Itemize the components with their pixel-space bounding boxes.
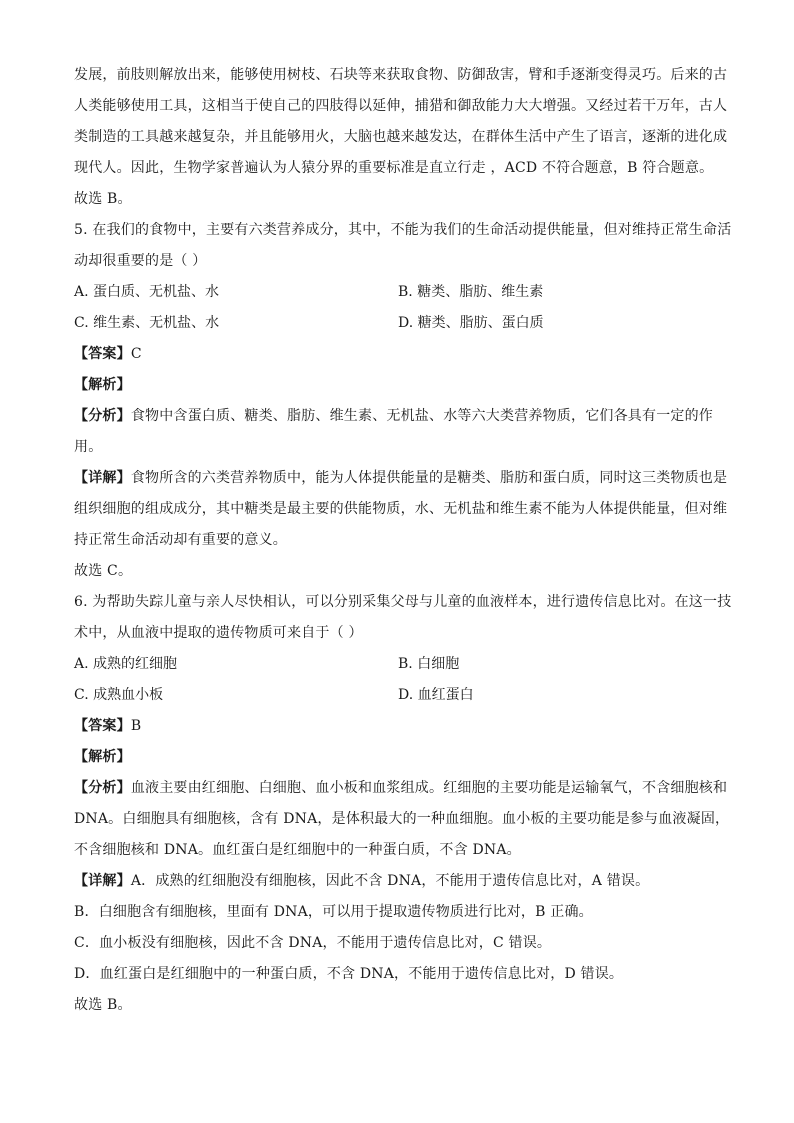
q6-option-a: A. 成熟的红细胞: [74, 656, 178, 672]
q6-options-row-2: [74, 680, 724, 711]
q6-fenxi-line-2: DNA。白细胞具有细胞核，含有 DNA，是体积最大的一种血细胞。血小板的主要功能是参与血液凝固，: [74, 811, 730, 827]
q5-conclusion: 故选 C。: [74, 563, 133, 579]
q6-xiangjie-line-4: D．血红蛋白是红细胞中的一种蛋白质，不含 DNA，不能用于遗传信息比对，D 错误。: [74, 966, 624, 982]
q6-xiangjie-line-3: C．血小板没有细胞核，因此不含 DNA，不能用于遗传信息比对，C 错误。: [74, 935, 552, 951]
q5-fenxi-line-2: 用。: [74, 439, 103, 455]
q6-option-d: D. 血红蛋白: [398, 687, 474, 703]
q5-options-row-2: [74, 308, 724, 339]
q5-xiangjie-line-1: [74, 463, 728, 494]
q5-fenxi-text-1: 食物中含蛋白质、糖类、脂肪、维生素、无机盐、水等六大类营养物质，它们各具有一定的作: [130, 408, 714, 424]
intro-line-2: 人类能够使用工具，这相当于使自己的四肢得以延伸，捕猎和御敌能力大大增强。又经过若干万年，古人: [74, 98, 728, 114]
q6-fenxi-line-3: 不含细胞核和 DNA。血红蛋白是红细胞中的一种蛋白质，不含 DNA。: [74, 842, 521, 858]
q6-stem-line-1: 6. 为帮助失踪儿童与亲人尽快相认，可以分别采集父母与儿童的血液样本，进行遗传信息比对。在这一技: [74, 594, 732, 610]
q5-xiangjie-line-3: 持正常生命活动却有重要的意义。: [74, 532, 287, 548]
q6-fenxi-text-1: 血液主要由红细胞、白细胞、血小板和血浆组成。红细胞的主要功能是运输氧气，不含细胞核和: [130, 780, 728, 796]
document-page: [74, 60, 732, 1021]
intro-line-3: 类制造的工具越来越复杂，并且能够用火，大脑也越来越发达，在群体生活中产生了语言，逐渐的进化成: [74, 129, 728, 145]
q5-fenxi-tag: 【分析】: [74, 408, 131, 424]
q6-answer-tag: 【答案】: [74, 718, 131, 734]
q6-options-row-1: [74, 649, 724, 680]
q6-option-c: C. 成熟血小板: [74, 687, 164, 703]
q6-answer: [74, 711, 724, 742]
intro-conclusion: 故选 B。: [74, 191, 132, 207]
q6-fenxi-tag: 【分析】: [74, 780, 131, 796]
q6-xiangjie-line-1: [74, 866, 724, 897]
q6-xiangjie-text-1: A．成熟的红细胞没有细胞核，因此不含 DNA，不能用于遗传信息比对，A 错误。: [130, 873, 650, 889]
q6-fenxi-line-1: [74, 773, 728, 804]
q5-option-a: A. 蛋白质、无机盐、水: [74, 284, 220, 300]
q5-stem-line-1: 5. 在我们的食物中，主要有六类营养成分，其中，不能为我们的生命活动提供能量，但对维持正常生命活: [74, 222, 732, 238]
q5-stem-line-2: 动却很重要的是（ ）: [74, 253, 207, 269]
q5-analysis-heading: [74, 370, 724, 401]
q6-analysis-tag: 【解析】: [74, 749, 131, 765]
q5-analysis-tag: 【解析】: [74, 377, 131, 393]
q5-option-d: D. 糖类、脂肪、蛋白质: [398, 315, 544, 331]
q5-option-c: C. 维生素、无机盐、水: [74, 315, 220, 331]
q5-answer-tag: 【答案】: [74, 346, 131, 362]
intro-line-1: 发展，前肢则解放出来，能够使用树枝、石块等来获取食物、防御敌害，臂和手逐渐变得灵巧。后来的古: [74, 67, 728, 83]
q5-xiangjie-tag: 【详解】: [74, 470, 131, 486]
q5-fenxi-line-1: [74, 401, 724, 432]
q6-stem-line-2: 术中，从血液中提取的遗传物质可来自于（ ）: [74, 625, 363, 641]
q5-options-row-1: [74, 277, 724, 308]
q6-xiangjie-tag: 【详解】: [74, 873, 131, 889]
q6-conclusion: 故选 B。: [74, 997, 132, 1013]
q6-xiangjie-line-2: B．白细胞含有细胞核，里面有 DNA，可以用于提取遗传物质进行比对，B 正确。: [74, 904, 593, 920]
q5-answer-value: C: [130, 346, 142, 362]
q6-option-b: B. 白细胞: [398, 656, 460, 672]
q5-xiangjie-line-2: 组织细胞的组成成分，其中糖类是最主要的供能物质，水、无机盐和维生素不能为人体提供能量，但对维: [74, 501, 728, 517]
q5-option-b: B. 糖类、脂肪、维生素: [398, 284, 544, 300]
q6-answer-value: B: [130, 718, 142, 734]
intro-line-4: 现代人。因此，生物学家普遍认为人猿分界的重要标准是直立行走 ，ACD 不符合题意，B 符合题意。: [74, 160, 714, 176]
q5-xiangjie-text-1: 食物所含的六类营养物质中，能为人体提供能量的是糖类、脂肪和蛋白质，同时这三类物质也是: [130, 470, 728, 486]
q6-analysis-heading: [74, 742, 724, 773]
q5-answer: [74, 339, 724, 370]
